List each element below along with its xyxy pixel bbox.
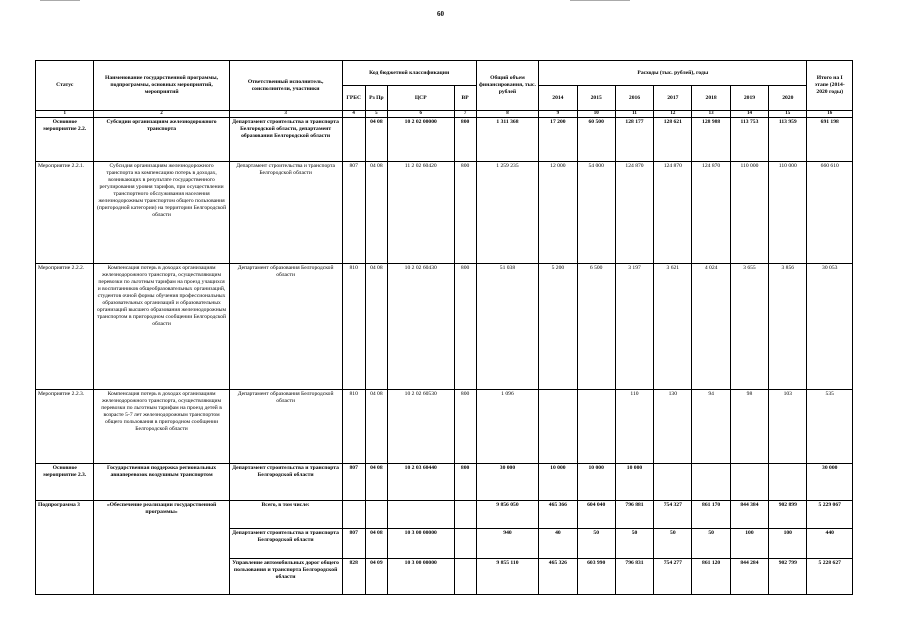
row-y2014: 5 200	[539, 264, 577, 390]
header-csr: ЦСР	[387, 86, 454, 111]
row-y2018: 128 988	[692, 118, 730, 162]
row-y2020: 902 799	[769, 559, 807, 595]
row-y2014: 17 200	[539, 118, 577, 162]
row-y2019: 98	[730, 390, 768, 464]
row-rzpr: 04 08	[365, 464, 387, 501]
top-rule-right	[570, 0, 630, 1]
row-grbs	[342, 118, 365, 162]
header-vr: ВР	[454, 86, 476, 111]
header-budget-code: Код бюджетной классификации	[342, 61, 476, 86]
row-y2016: 124 870	[615, 162, 653, 264]
row-total: 940	[476, 529, 539, 559]
row-stage-total: 5 229 067	[807, 501, 853, 529]
row-vr	[454, 559, 476, 595]
table-row	[36, 118, 853, 162]
table-row	[36, 264, 853, 390]
row-grbs: 810	[342, 264, 365, 390]
row-executor: Всего, в том числе:	[229, 501, 342, 529]
row-rzpr: 04 08	[365, 264, 387, 390]
row-y2015: 60 500	[577, 118, 615, 162]
row-y2014: 465 326	[539, 559, 577, 595]
row-y2019: 844 284	[730, 559, 768, 595]
table-row	[36, 162, 853, 264]
header-year: 2017	[654, 86, 692, 111]
row-y2020: 3 856	[769, 264, 807, 390]
row-total: 9 855 110	[476, 559, 539, 595]
row-y2020: 110 000	[769, 162, 807, 264]
row-y2020: 902 899	[769, 501, 807, 529]
row-status: Мероприятие 2.2.1.	[36, 162, 94, 264]
row-rzpr: 04 08	[365, 390, 387, 464]
header-year: 2015	[577, 86, 615, 111]
row-y2015: 50	[577, 529, 615, 559]
column-number: 2	[94, 111, 229, 118]
budget-table	[35, 60, 853, 595]
row-rzpr: 04 08	[365, 118, 387, 162]
row-y2019: 113 753	[730, 118, 768, 162]
row-y2015	[577, 390, 615, 464]
row-y2017: 130	[654, 390, 692, 464]
top-rule-left	[40, 0, 80, 1]
row-stage-total: 440	[807, 529, 853, 559]
row-y2014: 40	[539, 529, 577, 559]
row-executor: Управление автомобильных дорог общего пользования и транспорта Белгородской области	[229, 559, 342, 595]
row-y2014: 465 366	[539, 501, 577, 529]
row-executor: Департамент строительства и транспорта Белгородской области	[229, 464, 342, 501]
row-y2016: 50	[615, 529, 653, 559]
row-stage-total: 691 198	[807, 118, 853, 162]
table-row	[36, 390, 853, 464]
row-rzpr: 04 09	[365, 559, 387, 595]
header-year: 2019	[730, 86, 768, 111]
header-rzpr: Рз Пр	[365, 86, 387, 111]
row-y2020: 113 959	[769, 118, 807, 162]
row-vr: 800	[454, 162, 476, 264]
subprogram-name: «Обеспечение реализации государственной программы»	[94, 501, 229, 595]
row-grbs	[342, 501, 365, 529]
row-y2016: 3 197	[615, 264, 653, 390]
row-y2020: 103	[769, 390, 807, 464]
header-executor: Ответственный исполнитель, соисполнители, участники	[229, 61, 342, 111]
column-number: 9	[539, 111, 577, 118]
row-grbs: 807	[342, 162, 365, 264]
column-number: 11	[615, 111, 653, 118]
header-grbs: ГРБС	[342, 86, 365, 111]
row-name: Компенсация потерь в доходах организациям железнодорожного транспорта, осуществляющим перевозки по льготным тарифам на проезд учащихся и воспитанников общеобразовательных организаций, студентов очной формы обучения профессиональных образовательных организаций и образовательных организаций высшего образования железнодорожным транспортом в пригородном сообщении Белгородской области	[94, 264, 229, 390]
row-grbs: 807	[342, 464, 365, 501]
row-vr	[454, 501, 476, 529]
row-grbs: 828	[342, 559, 365, 595]
header-total-financing: Общий объем финансирования, тыс. рублей	[476, 61, 539, 111]
column-number: 14	[730, 111, 768, 118]
row-rzpr: 04 08	[365, 162, 387, 264]
row-name: Государственная поддержка региональных авиаперевозок воздушным транспортом	[94, 464, 229, 501]
row-status: Основное мероприятие 2.3.	[36, 464, 94, 501]
row-y2017: 124 870	[654, 162, 692, 264]
row-y2015: 10 000	[577, 464, 615, 501]
row-y2018: 94	[692, 390, 730, 464]
row-csr: 10 2 02 00000	[387, 118, 454, 162]
row-total: 51 038	[476, 264, 539, 390]
row-name: Субсидии организациям железнодорожного транспорта	[94, 118, 229, 162]
row-total: 1 259 235	[476, 162, 539, 264]
row-y2017: 50	[654, 529, 692, 559]
row-executor: Департамент строительства и транспорта Белгородской области	[229, 162, 342, 264]
row-y2019: 110 000	[730, 162, 768, 264]
column-number: 10	[577, 111, 615, 118]
row-rzpr	[365, 501, 387, 529]
row-y2017: 754 327	[654, 501, 692, 529]
row-total: 9 856 050	[476, 501, 539, 529]
column-number: 13	[692, 111, 730, 118]
row-y2014	[539, 390, 577, 464]
row-grbs: 807	[342, 529, 365, 559]
row-y2016: 128 177	[615, 118, 653, 162]
column-number: 3	[229, 111, 342, 118]
row-csr	[387, 501, 454, 529]
row-stage-total: 535	[807, 390, 853, 464]
header-year: 2020	[769, 86, 807, 111]
subprogram-status: Подпрограмма 3	[36, 501, 94, 595]
row-y2016: 110	[615, 390, 653, 464]
row-csr: 10 2 03 60440	[387, 464, 454, 501]
column-number: 6	[387, 111, 454, 118]
row-stage-total: 660 610	[807, 162, 853, 264]
row-y2017: 754 277	[654, 559, 692, 595]
row-y2020	[769, 464, 807, 501]
row-status: Мероприятие 2.2.3.	[36, 390, 94, 464]
header-status: Статус	[36, 61, 94, 111]
row-stage-total: 30 000	[807, 464, 853, 501]
row-vr: 800	[454, 264, 476, 390]
row-vr: 800	[454, 464, 476, 501]
row-y2017	[654, 464, 692, 501]
column-number: 16	[807, 111, 853, 118]
row-executor: Департамент строительства и транспорта Белгородской области, департамент образования Белгородской области	[229, 118, 342, 162]
header-expenses: Расходы (тыс. рублей), годы	[539, 61, 807, 86]
row-status: Мероприятие 2.2.2.	[36, 264, 94, 390]
header-stage-total: Итого на I этапе (2014-2020 годы)	[807, 61, 853, 111]
header-program-name: Наименование государственной программы, подпрограммы, основных мероприятий, мероприятий	[94, 61, 229, 111]
column-number: 1	[36, 111, 94, 118]
row-y2017: 3 621	[654, 264, 692, 390]
header-year: 2016	[615, 86, 653, 111]
row-y2016: 796 831	[615, 559, 653, 595]
row-name: Компенсация потерь в доходах организациям железнодорожного транспорта, осуществляющим перевозки по льготным тарифам на проезд детей в возрасте 5-7 лет железнодорожным транспортом общего пользования в пригородном сообщении Белгородской области	[94, 390, 229, 464]
row-y2014: 12 000	[539, 162, 577, 264]
row-y2015: 54 000	[577, 162, 615, 264]
row-vr: 800	[454, 390, 476, 464]
table-row	[36, 464, 853, 501]
row-y2020: 100	[769, 529, 807, 559]
row-y2016: 796 881	[615, 501, 653, 529]
column-number: 5	[365, 111, 387, 118]
column-number: 15	[769, 111, 807, 118]
row-csr: 10 3 00 00000	[387, 529, 454, 559]
row-y2019: 844 384	[730, 501, 768, 529]
row-y2014: 10 000	[539, 464, 577, 501]
row-total: 30 000	[476, 464, 539, 501]
row-y2018: 861 120	[692, 559, 730, 595]
row-executor: Департамент образования Белгородской области	[229, 264, 342, 390]
row-y2018	[692, 464, 730, 501]
row-name: Субсидия организациям железнодорожного транспорта на компенсацию потерь в доходах, возникающих в результате государственного регулирования уровня тарифов, при осуществлении транспортного обслуживания населения железнодорожным транспортом общего пользования (пригородной категории) на территории Белгородской области	[94, 162, 229, 264]
row-y2019: 100	[730, 529, 768, 559]
row-y2018: 861 170	[692, 501, 730, 529]
header-year: 2018	[692, 86, 730, 111]
column-number: 8	[476, 111, 539, 118]
row-y2015: 6 500	[577, 264, 615, 390]
column-number: 12	[654, 111, 692, 118]
page-number: 60	[437, 10, 444, 18]
header-year: 2014	[539, 86, 577, 111]
column-number: 4	[342, 111, 365, 118]
row-csr: 10 2 02 60530	[387, 390, 454, 464]
row-y2019	[730, 464, 768, 501]
row-y2019: 3 655	[730, 264, 768, 390]
row-total: 1 096	[476, 390, 539, 464]
row-y2017: 128 621	[654, 118, 692, 162]
row-y2015: 603 990	[577, 559, 615, 595]
row-y2018: 4 024	[692, 264, 730, 390]
row-y2018: 124 870	[692, 162, 730, 264]
row-y2015: 604 040	[577, 501, 615, 529]
subprogram-row-total	[36, 501, 853, 529]
column-number: 7	[454, 111, 476, 118]
column-number-row	[36, 111, 853, 118]
row-y2016: 10 000	[615, 464, 653, 501]
row-executor: Департамент образования Белгородской области	[229, 390, 342, 464]
row-stage-total: 5 228 627	[807, 559, 853, 595]
header-row-1	[36, 61, 853, 86]
row-rzpr: 04 08	[365, 529, 387, 559]
row-vr: 800	[454, 118, 476, 162]
row-vr	[454, 529, 476, 559]
row-y2018: 50	[692, 529, 730, 559]
row-total: 1 311 368	[476, 118, 539, 162]
row-executor: Департамент строительства и транспорта Белгородской области	[229, 529, 342, 559]
row-grbs: 810	[342, 390, 365, 464]
row-csr: 11 2 02 60420	[387, 162, 454, 264]
row-stage-total: 30 053	[807, 264, 853, 390]
row-status: Основное мероприятие 2.2.	[36, 118, 94, 162]
row-csr: 10 2 02 60430	[387, 264, 454, 390]
row-csr: 10 3 00 00000	[387, 559, 454, 595]
